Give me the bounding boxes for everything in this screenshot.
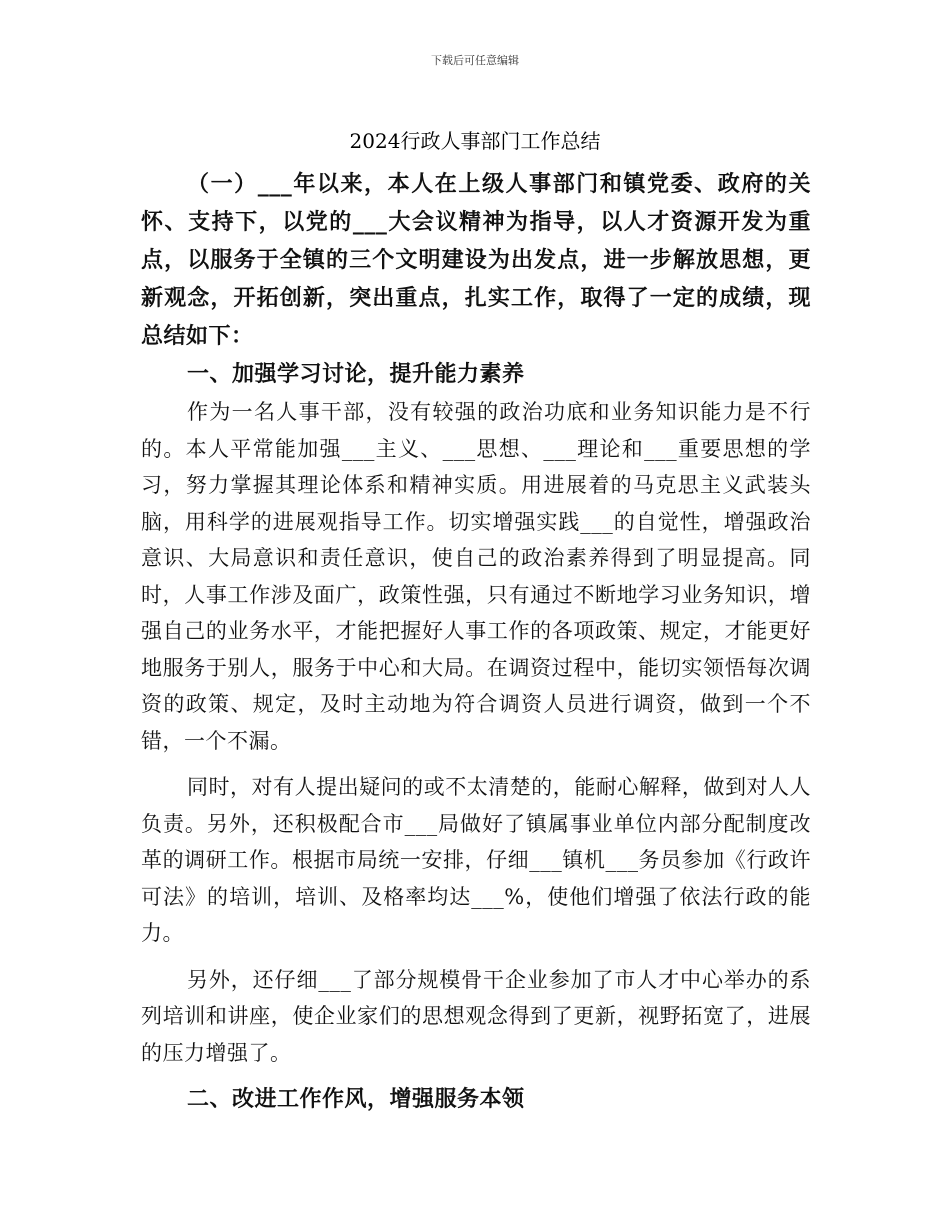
body-paragraph: 另外，还仔细___了部分规模骨干企业参加了市人才中心举办的系列培训和讲座，使企业家们的思想观念得到了更新，视野拓宽了，进展的压力增强了。	[141, 967, 811, 1065]
body-paragraph: 作为一名人事干部，没有较强的政治功底和业务知识能力是不行的。本人平常能加强___主义、___思想、___理论和___重要思想的学习，努力掌握其理论体系和精神实质。用进展着的马克思主义武装头脑，用科学的进展观指导工作。切实增强实践___的自觉性，增强政治意识、大局意识和责任意识，使自己的政治素养得到了明显提高。同时，人事工作涉及面广，政策性强，只有通过不断地学习业务知识，增强自己的业务水平，才能把握好人事工作的各项政策、规定，才能更好地服务于别人，服务于中心和大局。在调资过程中，能切实领悟每次调资的政策、规定，及时主动地为符合调资人员进行调资，做到一个不错，一个不漏。	[141, 400, 811, 753]
document-title: 2024行政人事部门工作总结	[349, 129, 601, 153]
page-header: 下载后可任意编辑	[431, 54, 519, 67]
body-paragraph: 同时，对有人提出疑问的或不太清楚的，能耐心解释，做到对人人负责。另外，还积极配合市___局做好了镇属事业单位内部分配制度改革的调研工作。根据市局统一安排，仔细___镇机___务员参加《行政许可法》的培训，培训、及格率均达___%，使他们增强了依法行政的能力。	[141, 775, 811, 945]
section-heading-2: 二、改进工作作风，增强服务本领	[187, 1087, 525, 1112]
section-heading-1: 一、加强学习讨论，提升能力素养	[187, 362, 525, 387]
document-body	[141, 166, 811, 1119]
intro-paragraph: （一）___年以来，本人在上级人事部门和镇党委、政府的关怀、支持下，以党的___大会议精神为指导，以人才资源开发为重点，以服务于全镇的三个文明建设为出发点，进一步解放思想，更新观念，开拓创新，突出重点，扎实工作，取得了一定的成绩，现总结如下：	[141, 172, 811, 349]
